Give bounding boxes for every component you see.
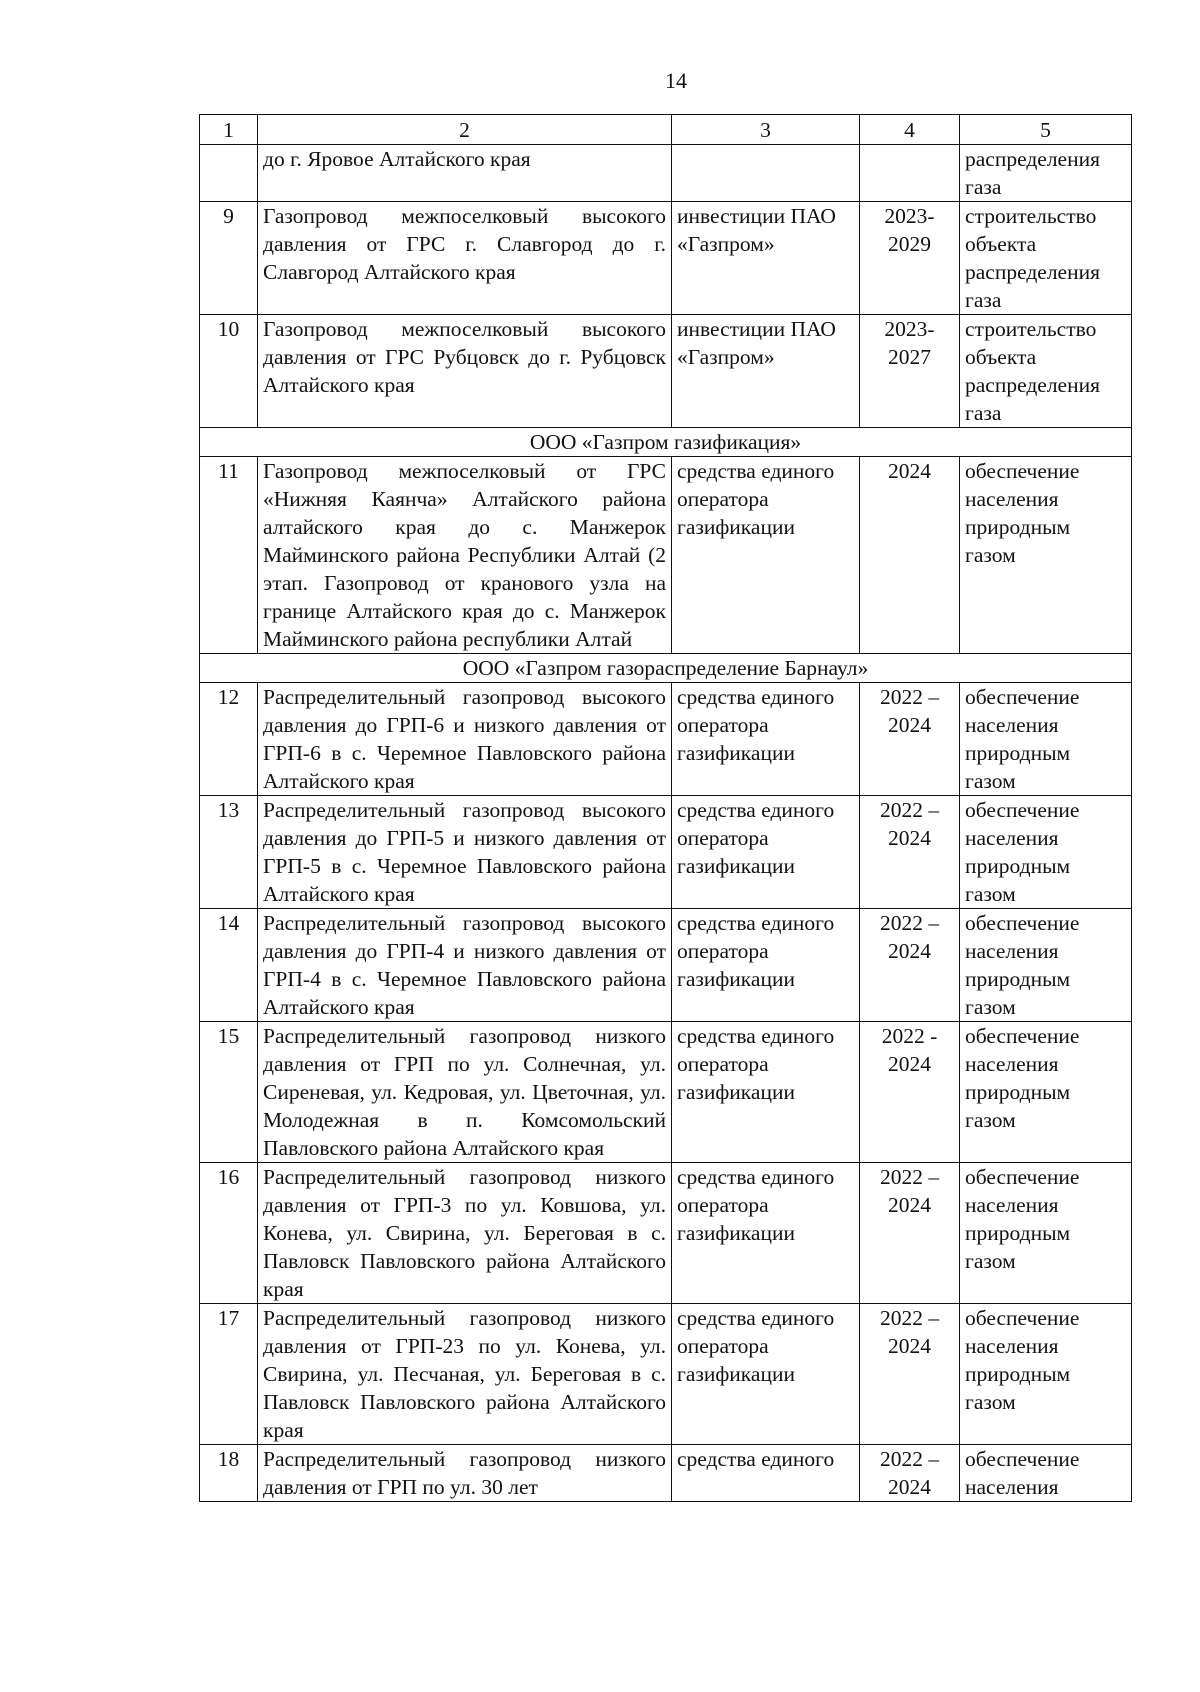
years-cell: 2024: [860, 457, 960, 654]
section-title: ООО «Газпром газораспределение Барнаул»: [200, 654, 1132, 683]
column-header: 1: [200, 115, 258, 145]
purpose-cell: строительство объекта распределения газа: [960, 315, 1132, 428]
purpose-cell: обеспечение населения природным газом: [960, 457, 1132, 654]
years-cell: 2023- 2027: [860, 315, 960, 428]
years-cell: 2022 – 2024: [860, 1445, 960, 1502]
funding-source-cell: средства единого оператора газификации: [672, 683, 860, 796]
row-number-cell: 13: [200, 796, 258, 909]
column-header: 3: [672, 115, 860, 145]
section-title: ООО «Газпром газификация»: [200, 428, 1132, 457]
purpose-cell: строительство объекта распределения газа: [960, 202, 1132, 315]
purpose-cell: обеспечение населения природным газом: [960, 909, 1132, 1022]
table-row: [200, 145, 1132, 202]
gas-pipeline-table: [199, 114, 1132, 1502]
years-cell: 2022 – 2024: [860, 909, 960, 1022]
row-number-cell: 15: [200, 1022, 258, 1163]
funding-source-cell: инвестиции ПАО «Газпром»: [672, 315, 860, 428]
column-header: 4: [860, 115, 960, 145]
table-row: [200, 683, 1132, 796]
row-number-cell: 18: [200, 1445, 258, 1502]
funding-source-cell: средства единого: [672, 1445, 860, 1502]
object-name-cell: Газопровод межпоселковый от ГРС «Нижняя Каянча» Алтайского района алтайского края до с. Манжерок Майминского района Республики Алтай (2 этап. Газопровод от кранового узла на границе Алтайского края до с. Манжерок Майминского района республики Алтай: [258, 457, 672, 654]
funding-source-cell: инвестиции ПАО «Газпром»: [672, 202, 860, 315]
object-name-cell: Распределительный газопровод низкого давления от ГРП-3 по ул. Ковшова, ул. Конева, ул. Свирина, ул. Береговая в с. Павловск Павловского района Алтайского края: [258, 1163, 672, 1304]
section-row: [200, 428, 1132, 457]
years-cell: 2022 – 2024: [860, 1304, 960, 1445]
object-name-cell: Распределительный газопровод высокого давления до ГРП-4 и низкого давления от ГРП-4 в с. Черемное Павловского района Алтайского края: [258, 909, 672, 1022]
table-row: [200, 796, 1132, 909]
row-number-cell: 12: [200, 683, 258, 796]
years-cell: 2022 – 2024: [860, 1163, 960, 1304]
funding-source-cell: средства единого оператора газификации: [672, 457, 860, 654]
column-number-row: [200, 115, 1132, 145]
table-row: [200, 202, 1132, 315]
table-row: [200, 1163, 1132, 1304]
table-row: [200, 1445, 1132, 1502]
object-name-cell: Газопровод межпоселковый высокого давления от ГРС г. Славгород до г. Славгород Алтайского края: [258, 202, 672, 315]
object-name-cell: Распределительный газопровод низкого давления от ГРП по ул. 30 лет: [258, 1445, 672, 1502]
table-row: [200, 1022, 1132, 1163]
funding-source-cell: средства единого оператора газификации: [672, 1163, 860, 1304]
object-name-cell: Распределительный газопровод низкого давления от ГРП по ул. Солнечная, ул. Сиреневая, ул. Кедровая, ул. Цветочная, ул. Молодежная в п. Комсомольский Павловского района Алтайского края: [258, 1022, 672, 1163]
purpose-cell: обеспечение населения природным газом: [960, 1022, 1132, 1163]
years-cell: 2022 – 2024: [860, 796, 960, 909]
funding-source-cell: средства единого оператора газификации: [672, 796, 860, 909]
table-row: [200, 909, 1132, 1022]
years-cell: [860, 145, 960, 202]
row-number-cell: 14: [200, 909, 258, 1022]
column-header: 2: [258, 115, 672, 145]
table-row: [200, 457, 1132, 654]
years-cell: 2023- 2029: [860, 202, 960, 315]
object-name-cell: Распределительный газопровод низкого давления от ГРП-23 по ул. Конева, ул. Свирина, ул. Песчаная, ул. Береговая в с. Павловск Павловского района Алтайского края: [258, 1304, 672, 1445]
purpose-cell: обеспечение населения природным газом: [960, 796, 1132, 909]
years-cell: 2022 - 2024: [860, 1022, 960, 1163]
purpose-cell: обеспечение населения природным газом: [960, 683, 1132, 796]
row-number-cell: 11: [200, 457, 258, 654]
years-cell: 2022 – 2024: [860, 683, 960, 796]
funding-source-cell: [672, 145, 860, 202]
object-name-cell: до г. Яровое Алтайского края: [258, 145, 672, 202]
funding-source-cell: средства единого оператора газификации: [672, 1022, 860, 1163]
purpose-cell: обеспечение населения природным газом: [960, 1163, 1132, 1304]
object-name-cell: Распределительный газопровод высокого давления до ГРП-5 и низкого давления от ГРП-5 в с. Черемное Павловского района Алтайского края: [258, 796, 672, 909]
row-number-cell: 16: [200, 1163, 258, 1304]
object-name-cell: Газопровод межпоселковый высокого давления от ГРС Рубцовск до г. Рубцовск Алтайского края: [258, 315, 672, 428]
table-row: [200, 315, 1132, 428]
section-row: [200, 654, 1132, 683]
purpose-cell: распределения газа: [960, 145, 1132, 202]
column-header: 5: [960, 115, 1132, 145]
row-number-cell: 17: [200, 1304, 258, 1445]
funding-source-cell: средства единого оператора газификации: [672, 909, 860, 1022]
row-number-cell: [200, 145, 258, 202]
purpose-cell: обеспечение населения: [960, 1445, 1132, 1502]
funding-source-cell: средства единого оператора газификации: [672, 1304, 860, 1445]
object-name-cell: Распределительный газопровод высокого давления до ГРП-6 и низкого давления от ГРП-6 в с. Черемное Павловского района Алтайского края: [258, 683, 672, 796]
purpose-cell: обеспечение населения природным газом: [960, 1304, 1132, 1445]
table-row: [200, 1304, 1132, 1445]
row-number-cell: 9: [200, 202, 258, 315]
row-number-cell: 10: [200, 315, 258, 428]
page-number: 14: [665, 68, 687, 93]
